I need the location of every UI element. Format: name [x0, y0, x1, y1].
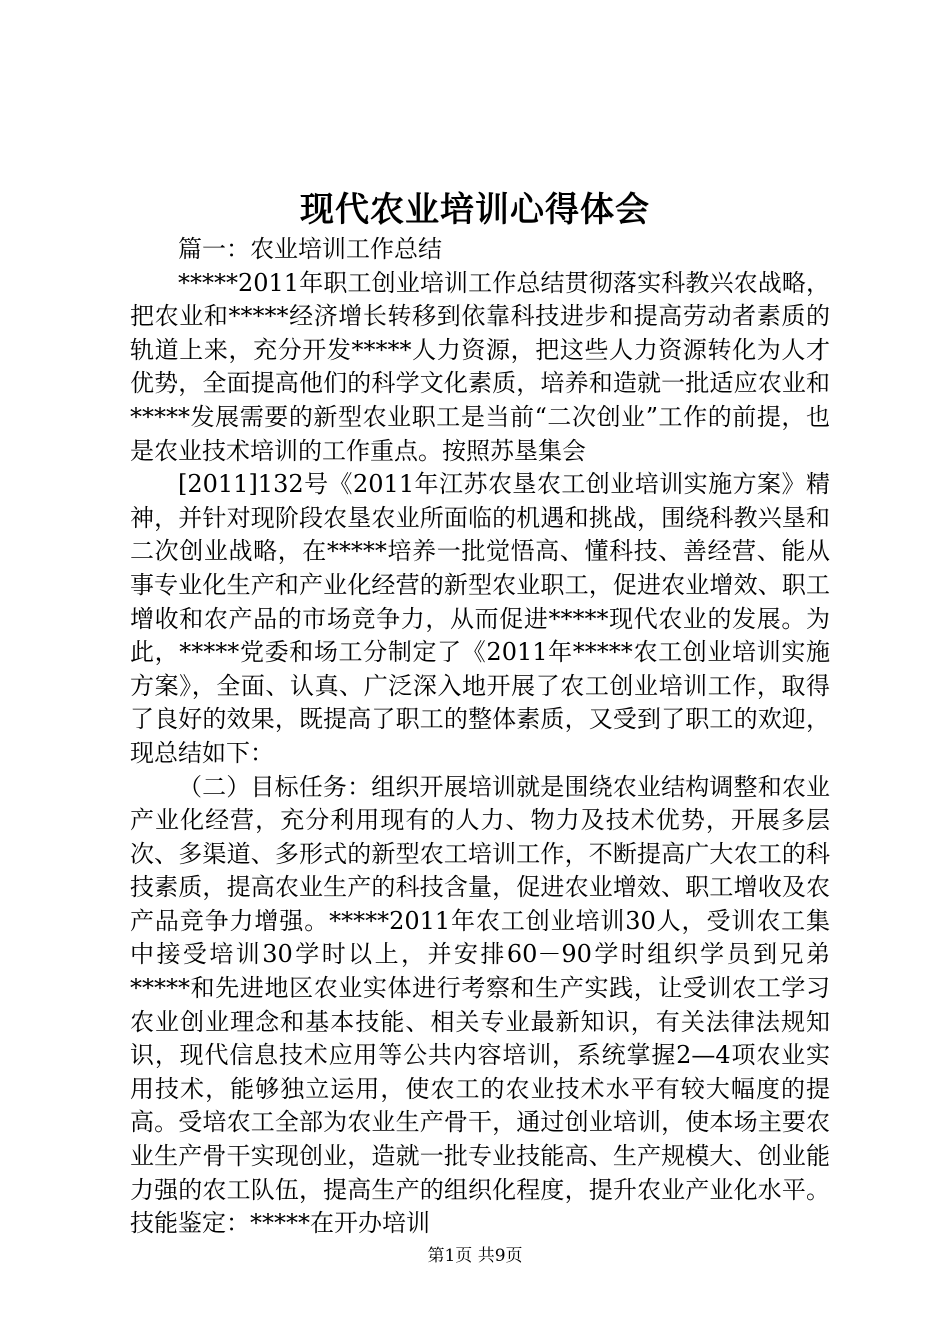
paragraph-goals: （二）目标任务：组织开展培训就是围绕农业结构调整和农业产业化经营，充分利用现有的人力、物力及技术优势，开展多层次、多渠道、多形式的新型农工培训工作，不断提高广大农工的科技素质，提高农业生产的科技含量，促进农业增效、职工增收及农产品竞争力增强。*****2011年农工创业培训30人，受训农工集中接受培训30学时以上，并安排60－90学时组织学员到兄弟*****和先进地区农业实体进行考察和生产实践，让受训农工学习农业创业理念和基本技能、相关专业最新知识，有关法律法规知识，现代信息技术应用等公共内容培训，系统掌握2—4项农业实用技术，能够独立运用，使农工的农业技术水平有较大幅度的提高。受培农工全部为农业生产骨干，通过创业培训，使本场主要农业生产骨干实现创业，造就一批专业技能高、生产规模大、创业能力强的农工队伍，提高生产的组织化程度，提升农业产业化水平。技能鉴定：*****在开办培训 [130, 772, 830, 1238]
document-title: 现代农业培训心得体会 [300, 190, 650, 230]
page-number-footer: 第1页 共9页 [427, 1246, 523, 1266]
section-heading: 篇一：农业培训工作总结 [178, 235, 442, 263]
paragraph-plan: [2011]132号《2011年江苏农垦农工创业培训实施方案》精神，并针对现阶段农垦农业所面临的机遇和挑战，围绕科教兴垦和二次创业战略，在*****培养一批觉悟高、懂科技、善经营、能从事专业化生产和产业化经营的新型农业职工，促进农业增效、职工增收和农产品的市场竞争力，从而促进*****现代农业的发展。为此，*****党委和场工分制定了《2011年*****农工创业培训实施方案》，全面、认真、广泛深入地开展了农工创业培训工作，取得了良好的效果，既提高了职工的整体素质，又受到了职工的欢迎，现总结如下： [130, 470, 830, 767]
document-body [130, 233, 830, 1241]
paragraph-intro: *****2011年职工创业培训工作总结贯彻落实科教兴农战略，把农业和*****经济增长转移到依靠科技进步和提高劳动者素质的轨道上来，充分开发*****人力资源，把这些人力资源转化为人才优势，全面提高他们的科学文化素质，培养和造就一批适应农业和*****发展需要的新型农业职工是当前“二次创业”工作的前提，也是农业技术培训的工作重点。按照苏垦集会 [130, 268, 830, 465]
